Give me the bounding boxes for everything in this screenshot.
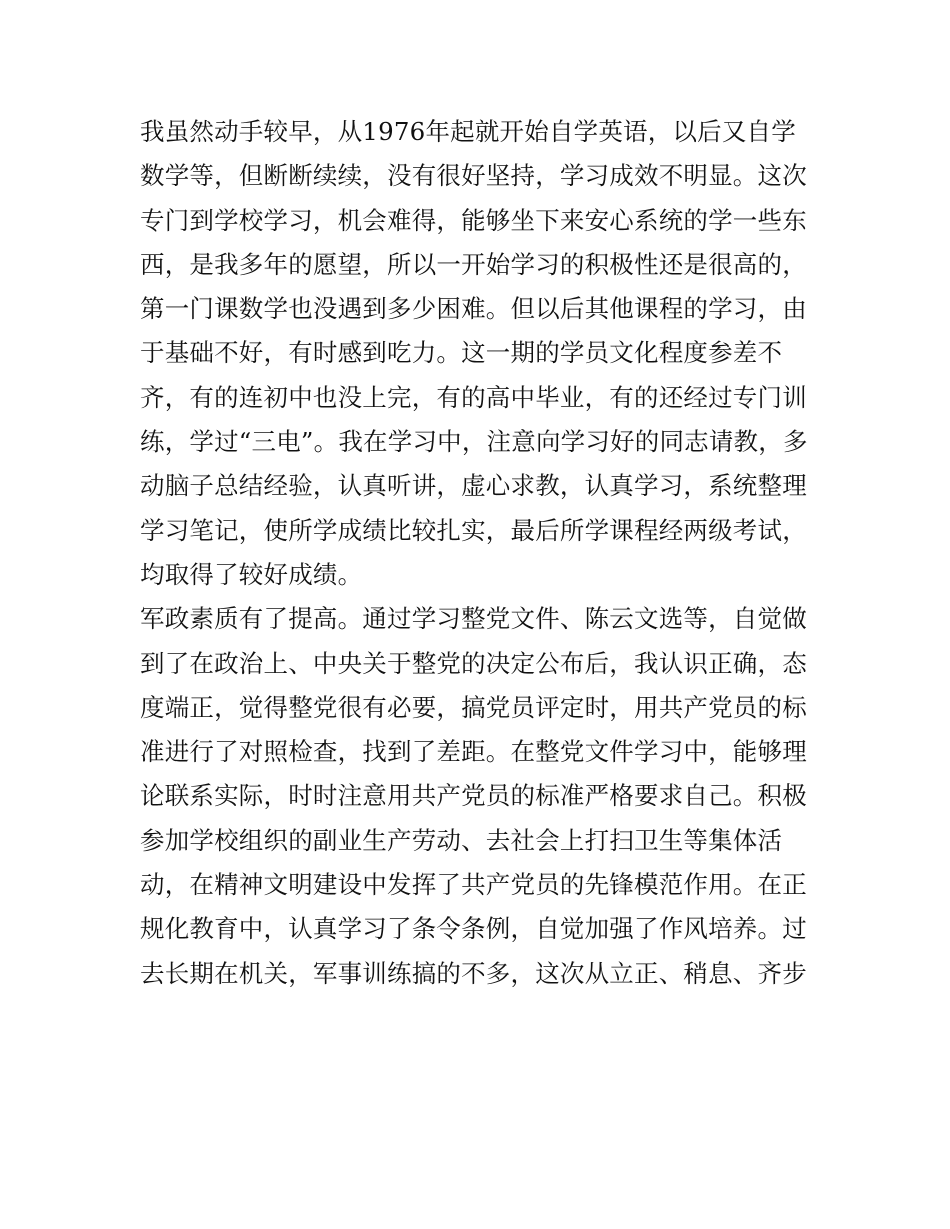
text-line: 去长期在机关，军事训练搞的不多，这次从立正、稍息、齐步 — [140, 958, 807, 988]
text-line: 于基础不好，有时感到吃力。这一期的学员文化程度参差不 — [140, 338, 783, 368]
text-line: 学习笔记，使所学成绩比较扎实，最后所学课程经两级考试， — [140, 515, 807, 545]
text-line: 准进行了对照检查，找到了差距。在整党文件学习中，能够理 — [140, 737, 807, 767]
text-line: 度端正，觉得整党很有必要，搞党员评定时，用共产党员的标 — [140, 692, 807, 722]
text-line: 动，在精神文明建设中发挥了共产党员的先锋模范作用。在正 — [140, 870, 807, 900]
text-line: 均取得了较好成绩。 — [140, 559, 363, 589]
body-text — [140, 110, 820, 996]
text-line: 规化教育中，认真学习了条令条例，自觉加强了作风培养。过 — [140, 914, 807, 944]
text-line: 论联系实际，时时注意用共产党员的标准严格要求自己。积极 — [140, 781, 807, 811]
text-line: 专门到学校学习，机会难得，能够坐下来安心系统的学一些东 — [140, 205, 807, 235]
text-line: 动脑子总结经验，认真听讲，虚心求教，认真学习，系统整理 — [140, 471, 807, 501]
text-line: 第一门课数学也没遇到多少困难。但以后其他课程的学习，由 — [140, 294, 807, 324]
text-line: 我虽然动手较早，从1976年起就开始自学英语，以后又自学 — [140, 117, 796, 146]
text-line: 军政素质有了提高。通过学习整党文件、陈云文选等，自觉做 — [140, 604, 807, 634]
text-line: 齐，有的连初中也没上完，有的高中毕业，有的还经过专门训 — [140, 382, 807, 412]
text-line: 练，学过“三电”。我在学习中，注意向学习好的同志请教，多 — [140, 427, 808, 457]
text-line: 数学等，但断断续续，没有很好坚持，学习成效不明显。这次 — [140, 161, 807, 191]
text-line: 西，是我多年的愿望，所以一开始学习的积极性还是很高的， — [140, 249, 807, 279]
text-line: 到了在政治上、中央关于整党的决定公布后，我认识正确，态 — [140, 648, 807, 678]
text-line: 参加学校组织的副业生产劳动、去社会上打扫卫生等集体活 — [140, 825, 783, 855]
